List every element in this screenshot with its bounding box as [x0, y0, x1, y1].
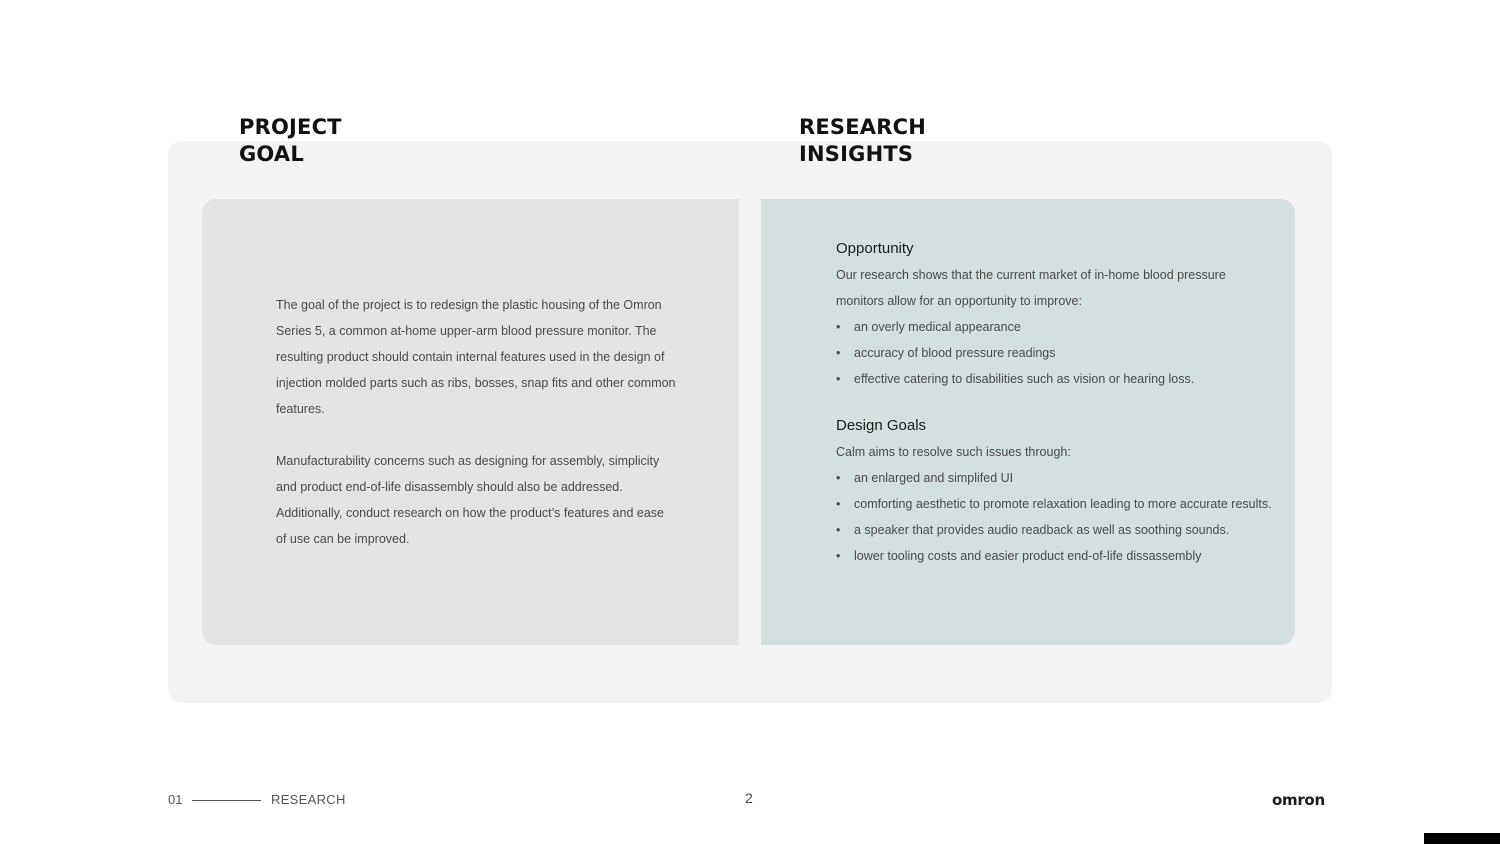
omron-logo: omron [1272, 791, 1325, 809]
bullet-icon: • [836, 549, 841, 563]
opportunity-title: Opportunity [836, 240, 914, 257]
list-item [836, 340, 1276, 366]
design-goals-section [836, 413, 1276, 569]
list-item-text: an overly medical appearance [854, 320, 1021, 334]
research-insights-heading-line1: RESEARCH [799, 115, 926, 139]
list-item-text: effective catering to disabilities such as vision or hearing loss. [854, 372, 1195, 386]
opportunity-section [836, 236, 1276, 392]
bullet-icon: • [836, 523, 841, 537]
project-goal-text [276, 292, 676, 552]
list-item-text: an enlarged and simplifed UI [854, 471, 1014, 485]
corner-bar [1424, 833, 1500, 844]
project-goal-heading-line1: PROJECT [239, 115, 342, 139]
research-insights-heading [799, 114, 926, 168]
list-item [836, 366, 1276, 392]
bullet-icon: • [836, 497, 841, 511]
goal-paragraph: Manufacturability concerns such as designing for assembly, simplicity and product end-of-life disassembly should also be addressed. Additionally, conduct research on how the product’s features and ease of use can be improved. [276, 454, 664, 546]
design-goals-title: Design Goals [836, 417, 927, 434]
bullet-icon: • [836, 471, 841, 485]
opportunity-list [836, 314, 1276, 392]
bullet-icon: • [836, 372, 841, 386]
footer-divider [192, 800, 261, 801]
list-item-text: lower tooling costs and easier product end-of-life dissassembly [854, 549, 1202, 563]
goal-paragraph: The goal of the project is to redesign the plastic housing of the Omron Series 5, a common at-home upper-arm blood pressure monitor. The resulting product should contain internal features used in the design of injection molded parts such as ribs, bosses, snap fits and other common features. [276, 298, 676, 416]
list-item [836, 491, 1276, 517]
design-goals-intro: Calm aims to resolve such issues through: [836, 445, 1071, 459]
bullet-icon: • [836, 320, 841, 334]
section-label: RESEARCH [271, 792, 346, 807]
opportunity-intro: Our research shows that the current market of in-home blood pressure monitors allow for an opportunity to improve: [836, 268, 1226, 308]
research-insights-heading-line2: INSIGHTS [799, 142, 914, 166]
bullet-icon: • [836, 346, 841, 360]
list-item-text: comforting aesthetic to promote relaxation leading to more accurate results. [854, 497, 1272, 511]
project-goal-heading-line2: GOAL [239, 142, 304, 166]
insights-content [836, 236, 1276, 569]
design-goals-list [836, 465, 1276, 569]
page-number: 2 [745, 790, 753, 806]
list-item-text: a speaker that provides audio readback as well as soothing sounds. [854, 523, 1230, 537]
list-item [836, 543, 1276, 569]
list-item-text: accuracy of blood pressure readings [854, 346, 1056, 360]
project-goal-heading [239, 114, 342, 168]
list-item [836, 517, 1276, 543]
section-number: 01 [168, 792, 183, 807]
list-item [836, 314, 1276, 340]
list-item [836, 465, 1276, 491]
